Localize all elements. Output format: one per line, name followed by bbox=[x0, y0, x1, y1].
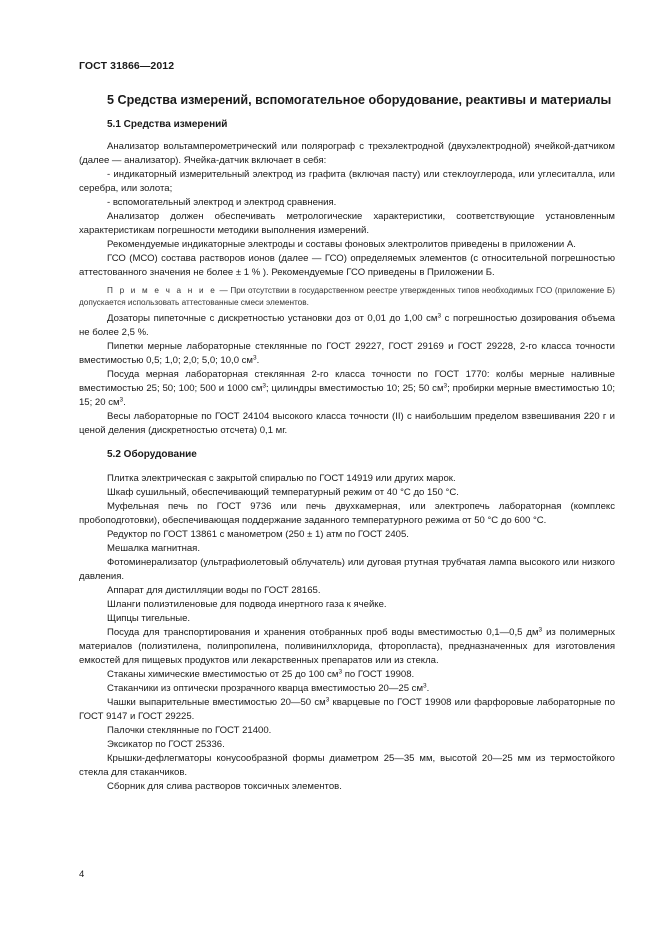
superscript: 3 bbox=[119, 396, 124, 404]
note bbox=[79, 285, 615, 308]
paragraph bbox=[79, 368, 615, 410]
note-text: — При отсутствии в государственном реестре утвержденных типов необходимых ГСО (приложение Б) допускается использовать аттестованные смеси элементов. bbox=[79, 286, 615, 307]
section-5-title: 5 Средства измерений, вспомогательное оборудование, реактивы и материалы bbox=[107, 93, 612, 107]
paragraph: Сборник для слива растворов токсичных элементов. bbox=[107, 781, 342, 792]
paragraph bbox=[79, 312, 615, 340]
page-content bbox=[79, 92, 615, 794]
text: Посуда для транспортирования и хранения отобранных проб воды вместимостью 0,1—0,5 дм bbox=[107, 627, 539, 638]
superscript: 3 bbox=[325, 696, 330, 704]
paragraph: Фотоминерализатор (ультрафиолетовый облучатель) или дуговая ртутная трубчатая лампа высокого или низкого давления. bbox=[79, 557, 615, 582]
paragraph: Плитка электрическая с закрытой спиралью по ГОСТ 14919 или других марок. bbox=[107, 473, 456, 484]
superscript: 3 bbox=[262, 382, 267, 390]
paragraph: Анализатор вольтамперометрический или полярограф с трехэлектродной (двухэлектродной) ячейкой-датчиком (далее — анализатор). Ячейка-датчик включает в себя: bbox=[79, 141, 615, 166]
text: Стаканчики из оптически прозрачного кварца вместимостью 20—25 см bbox=[107, 683, 424, 694]
text: . bbox=[256, 355, 260, 366]
paragraph bbox=[79, 340, 615, 368]
superscript: 3 bbox=[538, 626, 543, 634]
text: Посуда мерная лабораторная стеклянная 2-го класса точности по ГОСТ 1770: колбы мерные наливные вместимостью 25; 50; 100; 500 и 1000 см bbox=[79, 369, 615, 394]
superscript: 3 bbox=[338, 668, 343, 676]
paragraph: Крышки-дефлегматоры конусообразной формы диаметром 25—35 мм, высотой 20—25 мм из термостойкого стекла для стаканчиков. bbox=[79, 753, 615, 778]
paragraph bbox=[79, 696, 615, 724]
paragraph bbox=[79, 682, 615, 696]
paragraph: Шланги полиэтиленовые для подвода инертного газа к ячейке. bbox=[107, 599, 387, 610]
superscript: 3 bbox=[437, 312, 442, 320]
text: Чашки выпарительные вместимостью 20—50 см bbox=[107, 697, 326, 708]
paragraph: Муфельная печь по ГОСТ 9736 или печь двухкамерная, или электропечь лабораторная (комплекс пробоподготовки), обеспечивающая поддержание заданного температурного режима от 50 °С до 600 °С. bbox=[79, 501, 615, 526]
page-number: 4 bbox=[79, 869, 85, 880]
superscript: 3 bbox=[443, 382, 448, 390]
superscript: 3 bbox=[253, 354, 257, 362]
paragraph: Мешалка магнитная. bbox=[107, 543, 200, 554]
text: Дозаторы пипеточные с дискретностью установки доз от 0,01 до 1,00 см bbox=[107, 313, 438, 324]
paragraph: Щипцы тигельные. bbox=[107, 613, 191, 624]
paragraph: Шкаф сушильный, обеспечивающий температурный режим от 40 °С до 150 °С. bbox=[107, 487, 459, 498]
paragraph: - индикаторный измерительный электрод из графита (включая пасту) или стеклоуглерода, или углеситалла, или серебра, или золота; bbox=[79, 169, 615, 194]
note-label: П р и м е ч а н и е bbox=[107, 286, 217, 295]
paragraph: Эксикатор по ГОСТ 25336. bbox=[107, 739, 225, 750]
text: . bbox=[123, 397, 126, 408]
paragraph bbox=[79, 626, 615, 668]
paragraph: Рекомендуемые индикаторные электроды и составы фоновых электролитов приведены в приложении А. bbox=[107, 239, 576, 250]
text: Стаканы химические вместимостью от 25 до 100 см bbox=[107, 669, 339, 680]
text: Пипетки мерные лабораторные стеклянные по ГОСТ 29227, ГОСТ 29169 и ГОСТ 29228, 2-го класса точности вместимостью 0,5; 1,0; 2,0; 5,0; 10,0 см bbox=[79, 341, 615, 366]
paragraph bbox=[79, 668, 615, 682]
text: из полимерных материалов (полиэтилена, полипропилена, поливинилхлорида, фторопласта), предназначенных для изготовления емкостей для пищевых продуктов или лекарственных препаратов или из стекла. bbox=[79, 627, 616, 666]
subsection-5-1-title: 5.1 Средства измерений bbox=[107, 119, 228, 130]
paragraph: - вспомогательный электрод и электрод сравнения. bbox=[107, 197, 337, 208]
paragraph: Анализатор должен обеспечивать метрологические характеристики, соответствующие установленным характеристикам погрешности методики выполнения измерений. bbox=[79, 211, 615, 236]
text: ; пробирки мерные вместимостью 10; 15; 20 см bbox=[79, 383, 615, 408]
text: с погрешностью дозирования объема не более 2,5 %. bbox=[79, 313, 615, 338]
paragraph: Аппарат для дистилляции воды по ГОСТ 28165. bbox=[107, 585, 321, 596]
paragraph: Редуктор по ГОСТ 13861 с манометром (250 ± 1) атм по ГОСТ 2405. bbox=[107, 529, 409, 540]
superscript: 3 bbox=[423, 682, 427, 690]
text: ; цилиндры вместимостью 10; 25; 50 см bbox=[266, 383, 444, 394]
text: . bbox=[426, 683, 430, 694]
text: по ГОСТ 19908. bbox=[342, 669, 415, 680]
paragraph: ГСО (МСО) состава растворов ионов (далее — ГСО) определяемых элементов (с относительной погрешностью аттестованного значения не более ± 1 % ). Рекомендуемые ГСО приведены в Приложении Б. bbox=[79, 253, 615, 278]
subsection-5-2-title: 5.2 Оборудование bbox=[107, 449, 197, 460]
paragraph: Весы лабораторные по ГОСТ 24104 высокого класса точности (II) с наибольшим пределом взвешивания 220 г и ценой деления (дискретностью отсчета) 0,1 мг. bbox=[79, 411, 615, 436]
paragraph: Палочки стеклянные по ГОСТ 21400. bbox=[107, 725, 272, 736]
text: кварцевые по ГОСТ 19908 или фарфоровые лабораторные по ГОСТ 9147 и ГОСТ 29225. bbox=[79, 697, 615, 722]
document-code-header: ГОСТ 31866—2012 bbox=[79, 60, 175, 72]
